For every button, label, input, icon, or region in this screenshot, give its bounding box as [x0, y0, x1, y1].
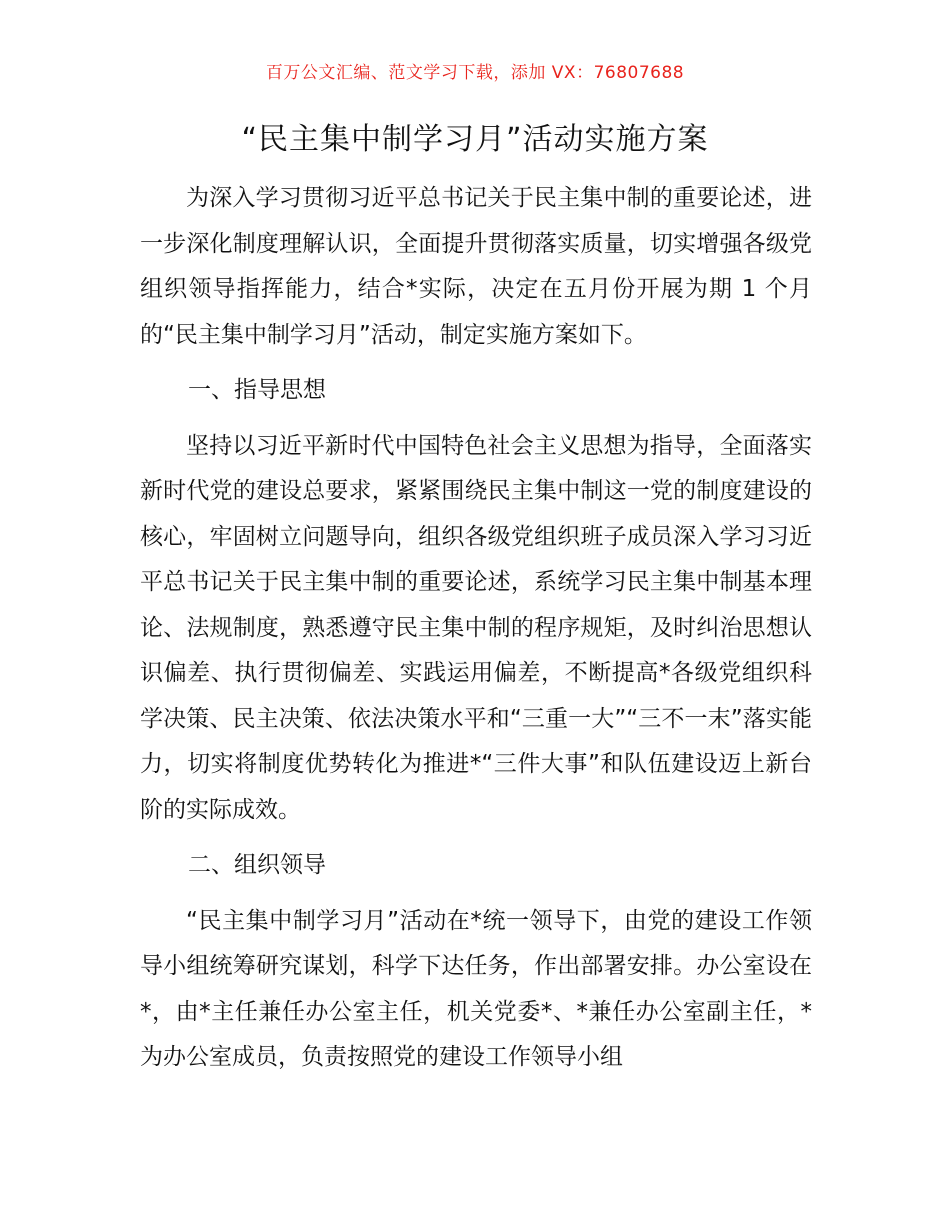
watermark-header: 百万公文汇编、范文学习下载，添加 VX：76807688	[265, 63, 685, 83]
document-body	[140, 176, 812, 1081]
intro-paragraph: 为深入学习贯彻习近平总书记关于民主集中制的重要论述，进一步深化制度理解认识，全面提升贯彻落实质量，切实增强各级党组织领导指挥能力，结合*实际，决定在五月份开展为期 1 个月的“民主集中制学习月”活动，制定实施方案如下。	[140, 185, 812, 348]
section-heading-organization: 二、组织领导	[188, 852, 326, 878]
section-heading-guiding-thought: 一、指导思想	[188, 377, 326, 403]
organization-paragraph: “民主集中制学习月”活动在*统一领导下，由党的建设工作领导小组统筹研究谋划，科学下达任务，作出部署安排。办公室设在*，由*主任兼任办公室主任，机关党委*、*兼任办公室副主任，*为办公室成员，负责按照党的建设工作领导小组	[140, 907, 812, 1070]
guiding-thought-paragraph: 坚持以习近平新时代中国特色社会主义思想为指导，全面落实新时代党的建设总要求，紧紧围绕民主集中制这一党的制度建设的核心，牢固树立问题导向，组织各级党组织班子成员深入学习习近平总书记关于民主集中制的重要论述，系统学习民主集中制基本理论、法规制度，熟悉遵守民主集中制的程序规矩，及时纠治思想认识偏差、执行贯彻偏差、实践运用偏差，不断提高*各级党组织科学决策、民主决策、依法决策水平和“三重一大”“三不一末”落实能力，切实将制度优势转化为推进*“三件大事”和队伍建设迈上新台阶的实际成效。	[140, 432, 812, 823]
document-title: “民主集中制学习月”活动实施方案	[241, 122, 709, 157]
